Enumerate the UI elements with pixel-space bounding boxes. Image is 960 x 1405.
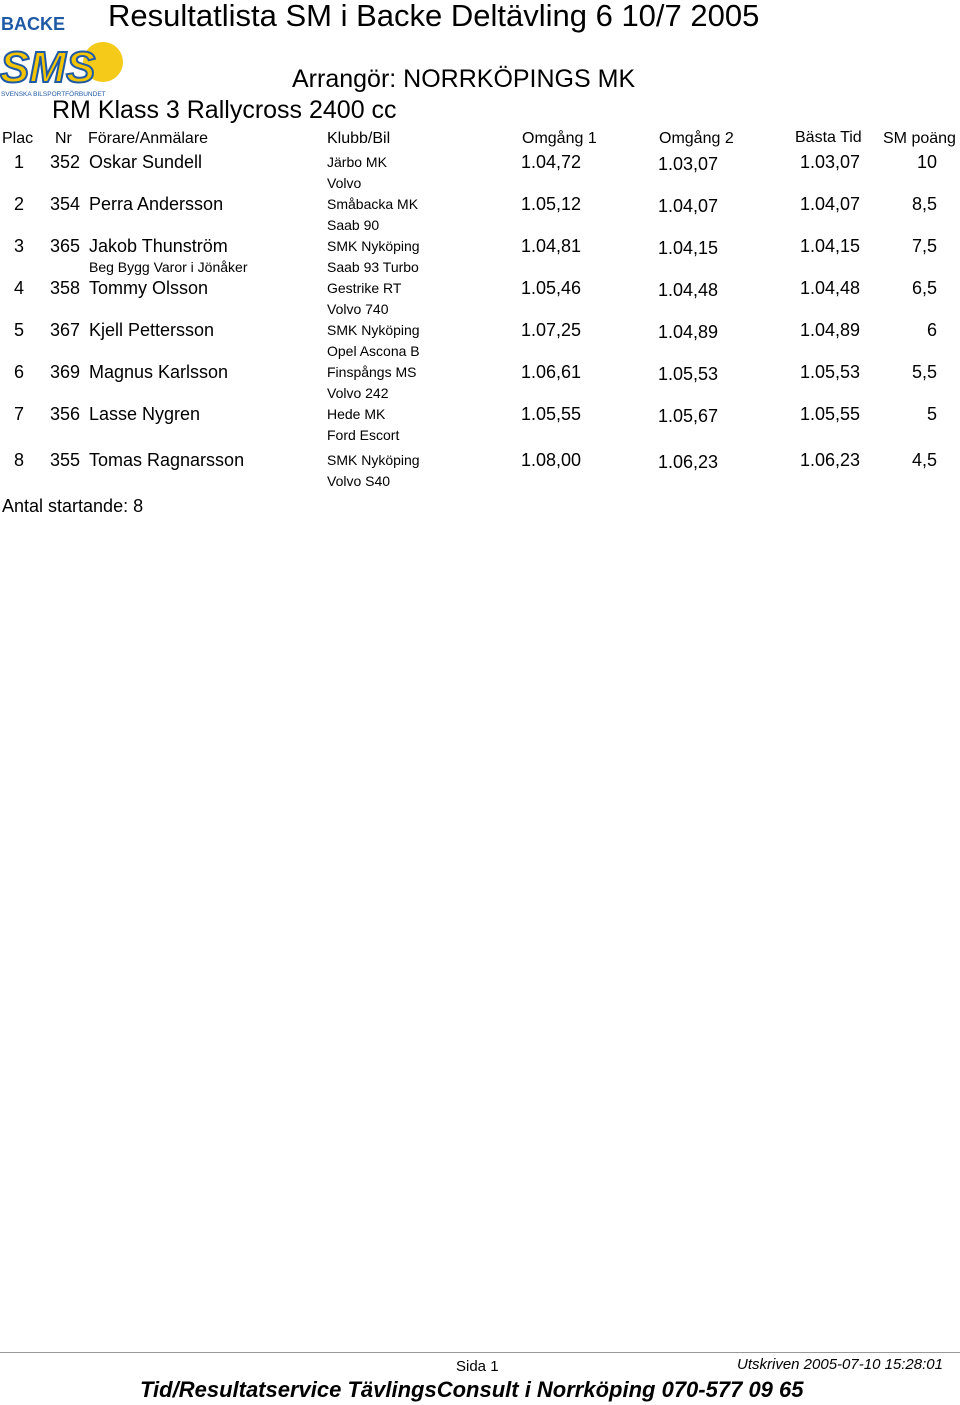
row-points: 7,5 — [911, 236, 937, 256]
row-best: 1.04,48 — [800, 278, 861, 298]
row-driver: Kjell Pettersson — [89, 320, 215, 340]
row-driver: Lasse Nygren — [89, 404, 201, 424]
table-row — [0, 362, 960, 404]
col-driver: Förare/Anmälare — [88, 130, 209, 147]
row-nr: 358 — [50, 278, 81, 298]
row-nr: 352 — [50, 152, 81, 172]
table-row — [0, 450, 960, 492]
table-row — [0, 320, 960, 362]
col-run1: Omgång 1 — [522, 130, 597, 147]
row-club: SMK Nyköping — [327, 238, 420, 254]
row-club: Småbacka MK — [327, 196, 419, 212]
row-run1: 1.05,46 — [521, 278, 582, 298]
row-points: 10 — [916, 152, 937, 172]
row-nr: 365 — [50, 236, 81, 256]
row-driver: Oskar Sundell — [89, 152, 203, 172]
footer-divider — [0, 1352, 960, 1353]
row-car: Volvo 740 — [327, 301, 389, 317]
row-run1: 1.07,25 — [521, 320, 582, 340]
row-plac: 7 — [13, 404, 24, 424]
footer-service: Tid/Resultatservice TävlingsConsult i Norrköping 070-577 09 65 — [140, 1377, 804, 1402]
row-car: Volvo — [327, 175, 362, 191]
col-points: SM poäng — [883, 130, 956, 147]
row-car: Volvo 242 — [327, 385, 389, 401]
row-car: Volvo S40 — [327, 473, 391, 489]
class-title: RM Klass 3 Rallycross 2400 cc — [52, 96, 397, 124]
row-run1: 1.08,00 — [521, 450, 582, 470]
row-best: 1.04,07 — [800, 194, 861, 214]
row-car: Ford Escort — [327, 427, 400, 443]
row-driver: Magnus Karlsson — [89, 362, 229, 382]
row-nr: 369 — [50, 362, 81, 382]
col-plac: Plac — [2, 130, 34, 147]
row-best: 1.06,23 — [800, 450, 861, 470]
row-club: Järbo MK — [327, 154, 387, 170]
row-driver: Jakob Thunström — [89, 236, 228, 256]
row-run1: 1.05,55 — [521, 404, 582, 424]
row-club: Finspångs MS — [327, 364, 417, 380]
row-plac: 8 — [13, 450, 24, 470]
starters-count: Antal startande: 8 — [2, 496, 144, 516]
row-run2: 1.05,67 — [658, 406, 719, 426]
col-club: Klubb/Bil — [327, 130, 391, 147]
page-number: Sida 1 — [456, 1358, 499, 1375]
printed-timestamp: Utskriven 2005-07-10 15:28:01 — [737, 1356, 943, 1373]
row-run2: 1.04,48 — [658, 280, 719, 300]
row-plac: 4 — [13, 278, 24, 298]
table-row — [0, 404, 960, 446]
row-points: 5,5 — [911, 362, 937, 382]
row-best: 1.04,15 — [800, 236, 861, 256]
row-car: Saab 90 — [327, 217, 380, 233]
row-nr: 356 — [50, 404, 81, 424]
row-run2: 1.04,07 — [658, 196, 719, 216]
row-run1: 1.04,72 — [521, 152, 582, 172]
row-run2: 1.04,15 — [658, 238, 719, 258]
row-points: 5 — [926, 404, 937, 424]
logo-backe-text: BACKE — [1, 14, 66, 34]
row-plac: 2 — [13, 194, 24, 214]
row-club: SMK Nyköping — [327, 452, 420, 468]
row-driver: Perra Andersson — [89, 194, 224, 214]
table-row — [0, 236, 960, 278]
row-run2: 1.03,07 — [658, 154, 719, 174]
col-run2: Omgång 2 — [659, 130, 734, 147]
row-club: SMK Nyköping — [327, 322, 420, 338]
row-driver: Tomas Ragnarsson — [89, 450, 245, 470]
row-points: 6 — [926, 320, 937, 340]
row-best: 1.04,89 — [800, 320, 861, 340]
row-driver: Tommy Olsson — [89, 278, 209, 298]
row-best: 1.05,53 — [800, 362, 861, 382]
logo-sms-text: SMS — [0, 43, 96, 92]
page-title: Resultatlista SM i Backe Deltävling 6 10/7 2005 — [108, 0, 760, 33]
row-plac: 3 — [13, 236, 24, 256]
row-best: 1.03,07 — [800, 152, 861, 172]
row-car: Saab 93 Turbo — [327, 259, 419, 275]
row-plac: 6 — [13, 362, 24, 382]
row-plac: 1 — [13, 152, 24, 172]
row-run2: 1.05,53 — [658, 364, 719, 384]
table-row — [0, 278, 960, 320]
row-nr: 367 — [50, 320, 81, 340]
row-nr: 354 — [50, 194, 81, 214]
col-nr: Nr — [55, 130, 72, 147]
row-points: 6,5 — [911, 278, 937, 298]
row-best: 1.05,55 — [800, 404, 861, 424]
row-club: Hede MK — [327, 406, 386, 422]
row-entrant: Beg Bygg Varor i Jönåker — [89, 259, 248, 275]
row-run2: 1.06,23 — [658, 452, 719, 472]
row-run1: 1.04,81 — [521, 236, 582, 256]
row-run1: 1.05,12 — [521, 194, 582, 214]
row-nr: 355 — [50, 450, 81, 470]
table-row — [0, 152, 960, 194]
row-run2: 1.04,89 — [658, 322, 719, 342]
row-points: 8,5 — [911, 194, 937, 214]
table-row — [0, 194, 960, 236]
row-car: Opel Ascona B — [327, 343, 420, 359]
row-run1: 1.06,61 — [521, 362, 582, 382]
row-club: Gestrike RT — [327, 280, 402, 296]
row-points: 4,5 — [911, 450, 937, 470]
col-best: Bästa Tid — [795, 129, 862, 146]
arranger: Arrangör: NORRKÖPINGS MK — [292, 65, 636, 93]
row-plac: 5 — [13, 320, 24, 340]
logo-federation-text: SVENSKA BILSPORTFÖRBUNDET — [1, 91, 106, 98]
